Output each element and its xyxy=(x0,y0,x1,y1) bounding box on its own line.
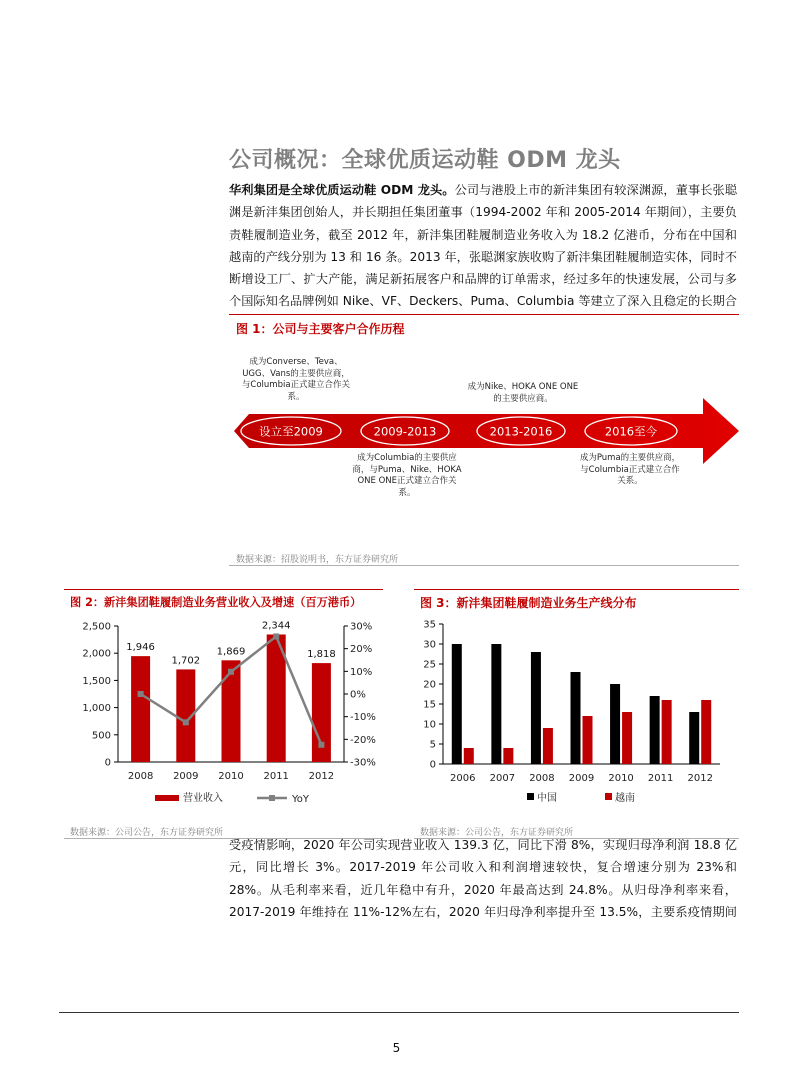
legend-vietnam-swatch xyxy=(605,793,612,800)
figure2-right-tick-label: -20% xyxy=(350,734,376,746)
vietnam-bar xyxy=(583,716,593,764)
figure2-right-tick-label: 0% xyxy=(350,689,366,701)
figure3-gridlines xyxy=(443,624,720,764)
legend-revenue-label: 营业收入 xyxy=(183,793,223,804)
figure2-x-tick-label: 2008 xyxy=(127,771,154,782)
figure2-left-tick-label: 500 xyxy=(91,730,111,742)
footer-rule xyxy=(59,1012,739,1013)
legend-china-swatch xyxy=(527,793,534,800)
china-bar xyxy=(452,644,462,764)
page-number: 5 xyxy=(392,1041,401,1055)
figure3-y-tick-label: 25 xyxy=(423,659,436,671)
stage-1-label: 设立至2009 xyxy=(259,424,323,439)
figure3-chart xyxy=(414,612,740,808)
figure3-x-tick-label: 2006 xyxy=(450,773,476,784)
stage-4-annotation: 成为Puma的主要供应商，与Columbia正式建立合作关系。 xyxy=(579,453,681,487)
figure3-y-tick-label: 10 xyxy=(423,719,436,731)
figure3-source: 数据来源：公司公告，东方证券研究所 xyxy=(420,828,574,838)
figure2-right-axis xyxy=(344,622,376,769)
yoy-point xyxy=(138,691,144,697)
yoy-point xyxy=(273,633,279,639)
figure1-top-rule xyxy=(229,314,739,315)
vietnam-bar xyxy=(622,712,632,764)
figure2-x-tick-label: 2009 xyxy=(173,771,199,782)
figure3-y-tick-label: 15 xyxy=(423,699,436,711)
yoy-point xyxy=(318,742,324,748)
legend-revenue-swatch xyxy=(155,795,179,801)
figure3-top-rule xyxy=(414,589,739,590)
revenue-bar-label: 1,818 xyxy=(307,649,336,661)
figure2-right-tick-label: -10% xyxy=(350,712,376,724)
figure2-x-tick-label: 2011 xyxy=(263,771,289,782)
figure2-title: 图 2：新沣集团鞋履制造业务营业收入及增速（百万港币） xyxy=(70,596,362,609)
china-bar xyxy=(491,644,501,764)
figure3-y-axis xyxy=(423,620,443,771)
intro-body: 公司与港股上市的新沣集团有较深渊源，董事长张聪渊是新沣集团创始人，并长期担任集团董事（1994-2002 年和 2005-2014 年期间），主要负责鞋履制造业务，截至 2012 年，新沣集团鞋履制造业务收入为 18.2 亿港币，分布在中国和越南的产线分别为 13 和 16 条。2013 年，张聪渊家族收购了新沣集团鞋履制造实体，同时不断增设工厂、扩大产能，满足新拓展客户和品牌的订单需求，经过多年的快速发展，公司与多个国际知名品牌例如 Nike、VF、Deckers、Puma、Columbia 等建立了深入且稳定的长期合 xyxy=(229,183,737,309)
legend-yoy-marker xyxy=(269,795,275,801)
figure1-bottom-rule xyxy=(229,565,739,566)
figure3-x-tick-label: 2007 xyxy=(489,773,516,784)
figure2-left-axis xyxy=(82,622,118,769)
stage-2-annotation: 成为Columbia的主要供应商，与Puma、Nike、HOKA ONE ONE正式建立合作关系。 xyxy=(352,453,462,499)
figure3-y-tick-label: 0 xyxy=(429,759,436,771)
figure2-left-tick-label: 2,500 xyxy=(82,621,111,633)
figure2-data-labels xyxy=(126,620,335,666)
figure3-y-tick-label: 5 xyxy=(429,739,436,751)
revenue-bar xyxy=(222,660,241,762)
revenue-bar xyxy=(131,656,150,762)
vietnam-bar xyxy=(503,748,513,764)
revenue-bar-label: 1,869 xyxy=(216,646,246,658)
figure3-x-tick-label: 2008 xyxy=(529,773,555,784)
yoy-point xyxy=(228,669,234,675)
figure3-bars xyxy=(452,644,711,764)
intro-lead: 华利集团是全球优质运动鞋 ODM 龙头。 xyxy=(229,183,455,197)
figure2-right-tick-label: -30% xyxy=(350,757,376,769)
figure2-top-rule xyxy=(64,589,383,590)
figure3-x-axis xyxy=(450,773,713,784)
legend-china-label: 中国 xyxy=(537,793,557,804)
stage-1-annotation: 成为Converse、Teva、UGG、Vans的主要供应商，与Columbia正式建立合作关系。 xyxy=(241,357,351,403)
vietnam-bar xyxy=(543,728,553,764)
vietnam-bar xyxy=(464,748,474,764)
figure3-y-tick-label: 35 xyxy=(423,619,436,631)
figure3-x-tick-label: 2009 xyxy=(568,773,595,784)
figure2-x-tick-label: 2010 xyxy=(218,771,244,782)
china-bar xyxy=(650,696,660,764)
legend-yoy-label: YoY xyxy=(292,794,310,805)
figure2-left-tick-label: 1,500 xyxy=(82,675,111,687)
china-bar xyxy=(531,652,541,764)
china-bar xyxy=(689,712,699,764)
figure2-left-tick-label: 2,000 xyxy=(82,648,111,660)
stage-4-label: 2016至今 xyxy=(604,424,658,439)
outro-paragraph: 受疫情影响，2020 年公司实现营业收入 139.3 亿，同比下滑 8%，实现归母净利润 18.8 亿元，同比增长 3%。2017-2019 年公司收入和利润增速较快，复合增速分别为 23%和 28%。从毛利率来看，近几年稳中有升，2020 年最高达到 24.8%。从归母净利率来看，2017-2019 年维持在 11%-12%左右，2020 年归母净利率提升至 13.5%，主要系疫情期间 xyxy=(229,838,737,919)
figure2-chart xyxy=(64,612,386,808)
vietnam-bar xyxy=(662,700,672,764)
stage-3-annotation: 成为Nike、HOKA ONE ONE的主要供应商。 xyxy=(467,382,579,404)
revenue-bar-label: 1,946 xyxy=(126,642,155,654)
figure3-title: 图 3：新沣集团鞋履制造业务生产线分布 xyxy=(420,596,637,610)
intro-paragraph xyxy=(229,179,737,313)
vietnam-bar xyxy=(701,700,711,764)
figure2-left-tick-label: 0 xyxy=(104,757,111,769)
figure3-y-tick-label: 20 xyxy=(423,679,436,691)
revenue-bar-label: 2,344 xyxy=(261,620,291,632)
figure3-x-tick-label: 2012 xyxy=(687,773,713,784)
section-title: 公司概况：全球优质运动鞋 ODM 龙头 xyxy=(229,148,621,173)
figure2-right-tick-label: 30% xyxy=(350,621,373,633)
stage-3-label: 2013-2016 xyxy=(489,424,553,439)
figure3-x-tick-label: 2010 xyxy=(608,773,634,784)
figure2-right-tick-label: 20% xyxy=(350,644,373,656)
figure2-x-axis xyxy=(128,771,334,782)
revenue-bar-label: 1,702 xyxy=(171,655,201,667)
figure3-y-tick-label: 30 xyxy=(423,639,436,651)
figure2-source: 数据来源：公司公告，东方证券研究所 xyxy=(70,828,224,838)
figure3-x-tick-label: 2011 xyxy=(647,773,674,784)
figure1-title: 图 1：公司与主要客户合作历程 xyxy=(236,322,405,336)
figure2-right-tick-label: 10% xyxy=(350,666,373,678)
china-bar xyxy=(610,684,620,764)
legend-vietnam-label: 越南 xyxy=(615,793,635,804)
yoy-point xyxy=(183,719,189,725)
stage-2-label: 2009-2013 xyxy=(373,424,437,439)
figure2-x-tick-label: 2012 xyxy=(308,771,335,782)
figure2-left-tick-label: 1,000 xyxy=(82,703,111,715)
figure1-source: 数据来源：招股说明书，东方证券研究所 xyxy=(236,555,399,565)
china-bar xyxy=(571,672,581,764)
